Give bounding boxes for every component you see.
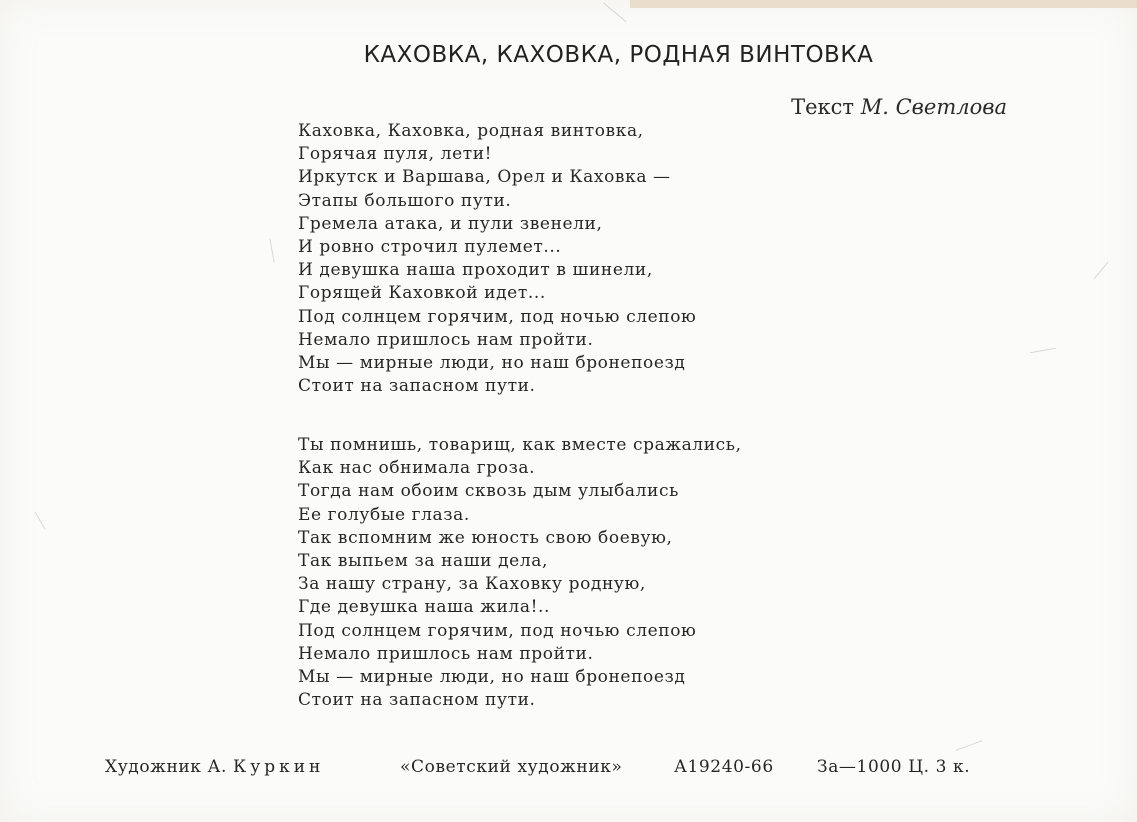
verse-line: И ровно строчил пулемет... [298,237,562,258]
paper-fiber [269,239,274,263]
author-credit [791,95,1007,119]
paper-fiber [1030,348,1056,353]
song-title: КАХОВКА, КАХОВКА, РОДНАЯ ВИНТОВКА [363,42,874,68]
author-prefix: Текст [791,95,855,119]
verse-line: Ее голубые глаза. [298,504,470,525]
artist-name: Куркин [233,757,325,777]
verse-line: И девушка наша проходит в шинели, [298,260,653,281]
price-info: За—1000 Ц. 3 к. [817,757,971,777]
verse-line: Стоит на запасном пути. [298,376,536,397]
verse-line: Горячая пуля, лети! [298,144,493,165]
verse-line: Немало пришлось нам пройти. [298,643,594,664]
publisher: «Советский художник» [400,757,623,777]
verse-1 [298,120,696,398]
verse-line: Мы — мирные люди, но наш бронепоезд [298,667,686,688]
verse-line: Иркутск и Варшава, Орел и Каховка — [298,167,671,188]
card-edge [630,0,1137,8]
verse-line: Как нас обнимала гроза. [298,458,536,479]
verse-line: Каховка, Каховка, родная винтовка, [298,121,644,141]
verse-line: Этапы большого пути. [298,190,512,211]
verse-line: Немало пришлось нам пройти. [298,329,594,350]
artist-prefix: Художник А. [105,757,228,777]
verse-2 [298,434,742,712]
verse-line: Под солнцем горячим, под ночью слепою [298,620,697,641]
verse-line: Горящей Каховкой идет... [298,283,546,304]
paper-fiber [1094,262,1109,279]
verse-line: Ты помнишь, товарищ, как вместе сражались, [298,435,742,455]
verse-line: Так вспомним же юность свою боевую, [298,527,673,548]
verse-line: Где девушка наша жила!.. [298,597,551,618]
verse-line: Мы — мирные люди, но наш бронепоезд [298,353,686,374]
verse-line: Стоит на запасном пути. [298,690,536,711]
artist-credit [105,757,324,777]
verse-line: Под солнцем горячим, под ночью слепою [298,306,697,327]
verse-line: Тогда нам обоим сквозь дым улыбались [298,481,679,502]
paper-fiber [956,740,983,751]
verse-line: Так выпьем за наши дела, [298,551,548,572]
verse-line: За нашу страну, за Каховку родную, [298,574,646,595]
paper-fiber [35,512,46,530]
verse-line: Гремела атака, и пули звенели, [298,213,603,234]
author-name: М. Светлова [860,95,1007,119]
print-code: А19240-66 [674,757,774,777]
paper-fiber [603,2,627,22]
